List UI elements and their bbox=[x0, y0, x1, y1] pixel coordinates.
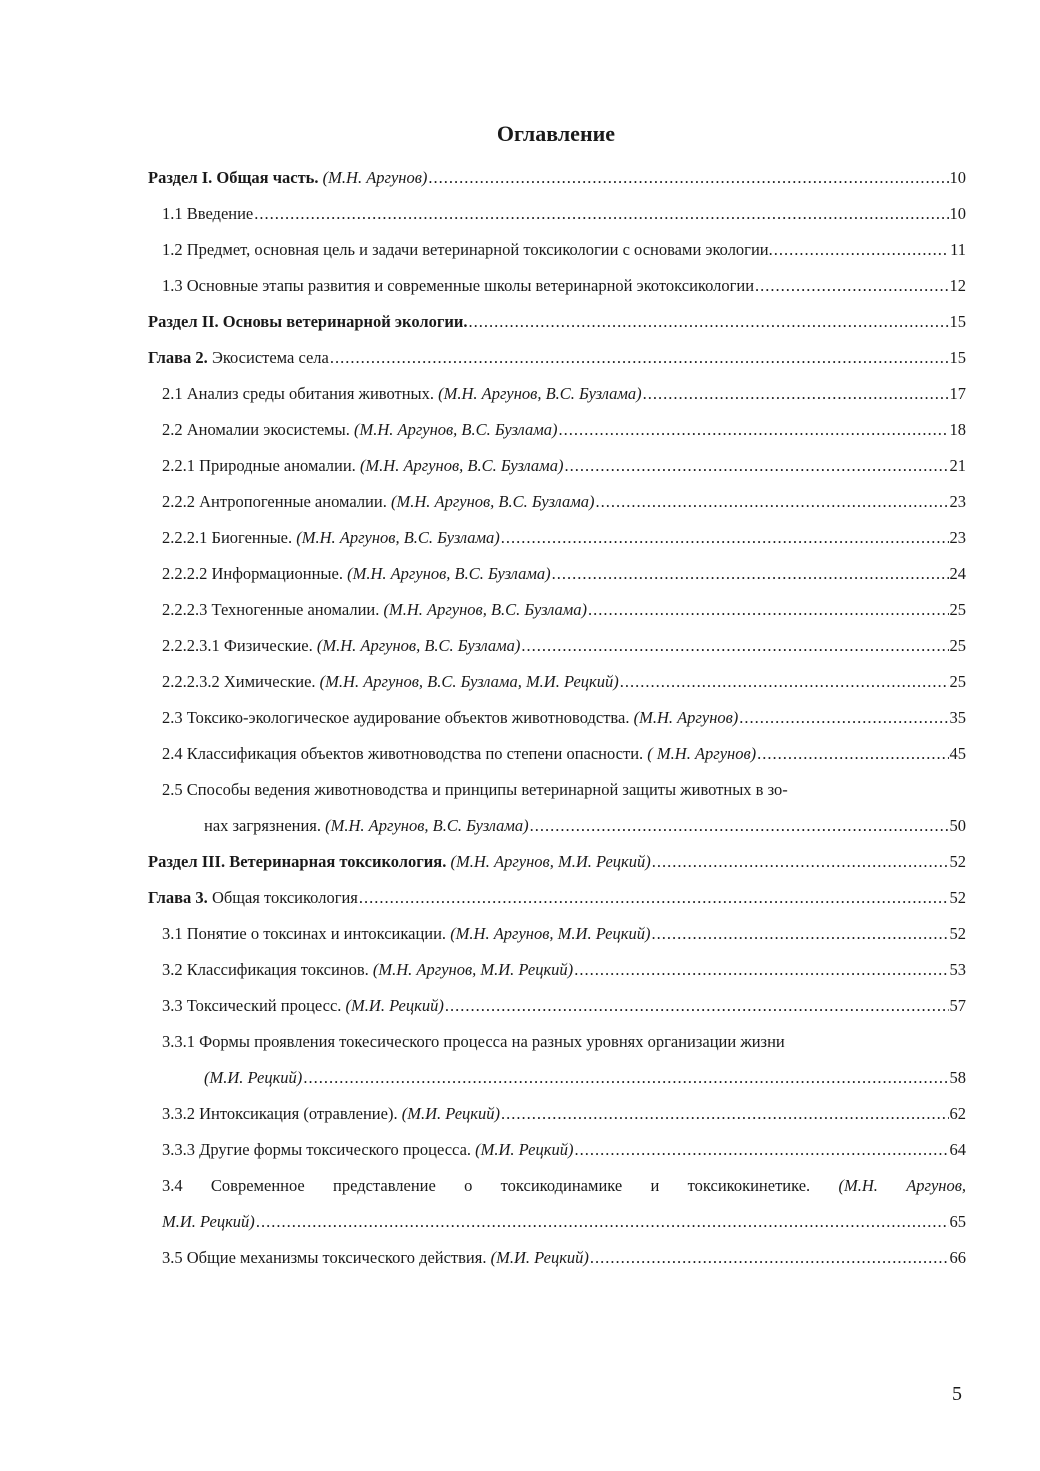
toc-page-number: 11 bbox=[950, 240, 966, 259]
toc-page-number: 45 bbox=[949, 744, 966, 763]
toc-entry bbox=[148, 232, 966, 268]
toc-entry bbox=[148, 520, 966, 556]
toc-entry bbox=[148, 1132, 966, 1168]
toc-entry-text bbox=[204, 1060, 302, 1096]
toc-entry bbox=[148, 952, 966, 988]
toc-page-number: 24 bbox=[949, 564, 966, 583]
toc-leader-dots bbox=[303, 1060, 948, 1096]
toc-entry-authors: (М.Н. Аргунов, В.С. Бузлама) bbox=[359, 456, 564, 475]
toc-page-number: 64 bbox=[949, 1140, 966, 1159]
toc-entry bbox=[148, 1096, 966, 1132]
toc-leader-dots bbox=[254, 196, 948, 232]
toc-entry-text bbox=[162, 988, 444, 1024]
toc-entry-authors: М.И. Рецкий) bbox=[162, 1212, 255, 1231]
toc-entry-title: 3.2 Классификация токсинов. bbox=[162, 960, 369, 979]
toc-entry-authors: (М.И. Рецкий) bbox=[475, 1140, 574, 1159]
toc-entry-authors: (М.И. Рецкий) bbox=[204, 1068, 303, 1087]
toc-page-number: 66 bbox=[949, 1248, 966, 1267]
table-of-contents bbox=[148, 160, 966, 1276]
toc-leader-dots bbox=[590, 1240, 949, 1276]
toc-entry bbox=[148, 448, 966, 484]
toc-entry bbox=[148, 268, 966, 304]
toc-entry-text bbox=[162, 268, 754, 304]
toc-leader-dots bbox=[739, 700, 948, 736]
toc-entry-authors: (М.И. Рецкий) bbox=[345, 996, 444, 1015]
toc-entry-title: 1.1 Введение bbox=[162, 204, 254, 223]
toc-leader-dots bbox=[428, 160, 948, 196]
page-number: 5 bbox=[952, 1383, 962, 1405]
toc-leader-dots bbox=[643, 376, 949, 412]
toc-entry bbox=[148, 412, 966, 448]
toc-entry bbox=[148, 916, 966, 952]
toc-page-number: 15 bbox=[949, 348, 966, 367]
toc-entry-text bbox=[162, 1096, 500, 1132]
toc-entry-title: 3.3.2 Интоксикация (отравление). bbox=[162, 1104, 398, 1123]
toc-entry-title: 3.3.3 Другие формы токсического процесса. bbox=[162, 1140, 472, 1159]
toc-page-number: 53 bbox=[949, 960, 966, 979]
toc-entry-authors: (М.Н. Аргунов, В.С. Бузлама) bbox=[353, 420, 558, 439]
toc-page-number: 52 bbox=[949, 852, 966, 871]
toc-entry bbox=[148, 1060, 966, 1096]
toc-entry-title: 2.2.2 Антропогенные аномалии. bbox=[162, 492, 387, 511]
toc-page-number: 10 bbox=[949, 204, 966, 223]
toc-entry-title: 2.1 Анализ среды обитания животных. bbox=[162, 384, 434, 403]
toc-entry bbox=[148, 988, 966, 1024]
toc-entry-text bbox=[204, 808, 529, 844]
toc-page-number: 18 bbox=[949, 420, 966, 439]
toc-entry bbox=[148, 196, 966, 232]
toc-entry-authors: (М.Н. Аргунов, М.И. Рецкий) bbox=[450, 852, 651, 871]
toc-entry-text bbox=[148, 304, 468, 340]
toc-entry-authors: (М.Н. Аргунов, bbox=[838, 1176, 967, 1195]
toc-entry bbox=[148, 592, 966, 628]
toc-entry-text bbox=[162, 628, 520, 664]
toc-entry-authors: (М.Н. Аргунов) bbox=[633, 708, 739, 727]
toc-entry-authors: (М.Н. Аргунов, В.С. Бузлама) bbox=[296, 528, 500, 547]
toc-leader-dots bbox=[359, 880, 949, 916]
toc-entry-authors: (М.И. Рецкий) bbox=[401, 1104, 501, 1123]
toc-entry-text bbox=[148, 844, 651, 880]
toc-entry-authors: (М.Н. Аргунов) bbox=[322, 168, 428, 187]
toc-entry-title: 1.2 Предмет, основная цель и задачи ветеринарной токсикологии с основами экологии. bbox=[162, 240, 773, 259]
toc-entry-text bbox=[162, 772, 788, 808]
toc-entry-text bbox=[162, 916, 650, 952]
toc-entry-text bbox=[162, 592, 587, 628]
toc-leader-dots bbox=[588, 592, 948, 628]
toc-entry-title: 1.3 Основные этапы развития и современные школы ветеринарной экотоксикологии bbox=[162, 276, 755, 295]
toc-entry-text bbox=[148, 340, 329, 376]
toc-entry-text bbox=[162, 1240, 589, 1276]
toc-entry-title: 2.4 Классификация объектов животноводства по степени опасности. bbox=[162, 744, 644, 763]
toc-entry-authors: (М.Н. Аргунов, В.С. Бузлама) bbox=[347, 564, 551, 583]
toc-entry-authors: (М.Н. Аргунов, М.И. Рецкий) bbox=[450, 924, 651, 943]
toc-entry-title: 2.2.1 Природные аномалии. bbox=[162, 456, 356, 475]
toc-leader-dots bbox=[757, 736, 948, 772]
toc-entry bbox=[148, 700, 966, 736]
toc-leader-dots bbox=[574, 1132, 948, 1168]
toc-entry-text bbox=[148, 160, 427, 196]
toc-entry-authors: (М.И. Рецкий) bbox=[490, 1248, 589, 1267]
toc-page-number: 62 bbox=[949, 1104, 966, 1123]
toc-entry-title: 2.2.2.3.2 Химические. bbox=[162, 672, 316, 691]
toc-leader-dots bbox=[256, 1204, 949, 1240]
toc-entry bbox=[148, 340, 966, 376]
toc-leader-dots bbox=[469, 304, 949, 340]
toc-page-number: 58 bbox=[949, 1068, 966, 1087]
toc-entry-text bbox=[162, 448, 563, 484]
toc-entry bbox=[148, 1240, 966, 1276]
toc-leader-dots bbox=[595, 484, 948, 520]
toc-entry bbox=[148, 556, 966, 592]
toc-page-number: 12 bbox=[949, 276, 966, 295]
toc-entry bbox=[148, 1168, 966, 1204]
toc-entry-title: Раздел II. Основы ветеринарной экологии. bbox=[148, 312, 468, 331]
toc-entry-title: 2.2.2.1 Биогенные. bbox=[162, 528, 293, 547]
toc-entry bbox=[148, 304, 966, 340]
toc-entry-authors: (М.Н. Аргунов, В.С. Бузлама) bbox=[316, 636, 521, 655]
toc-entry-text bbox=[162, 376, 642, 412]
toc-entry bbox=[148, 484, 966, 520]
toc-entry-authors: ( М.Н. Аргунов) bbox=[647, 744, 757, 763]
toc-entry-title: 2.2.2.2 Информационные. bbox=[162, 564, 343, 583]
toc-leader-dots bbox=[652, 844, 949, 880]
toc-entry bbox=[148, 880, 966, 916]
toc-entry bbox=[148, 808, 966, 844]
toc-page-number: 15 bbox=[949, 312, 966, 331]
toc-page-number: 23 bbox=[949, 528, 966, 547]
toc-entry-text bbox=[162, 232, 773, 268]
toc-page-number: 52 bbox=[949, 888, 966, 907]
toc-page-number: 23 bbox=[949, 492, 966, 511]
toc-entry bbox=[148, 628, 966, 664]
toc-entry-title: 3.5 Общие механизмы токсического действия. bbox=[162, 1248, 487, 1267]
toc-chapter-label: Глава 2. bbox=[148, 348, 208, 367]
toc-entry-authors: (М.Н. Аргунов, В.С. Бузлама) bbox=[383, 600, 588, 619]
toc-leader-dots bbox=[501, 520, 949, 556]
toc-page-number: 10 bbox=[949, 168, 966, 187]
toc-entry bbox=[148, 736, 966, 772]
toc-entry-title: 2.5 Способы ведения животноводства и принципы ветеринарной защиты животных в зо- bbox=[162, 780, 788, 799]
toc-entry-title: нах загрязнения. bbox=[204, 816, 322, 835]
toc-entry-text bbox=[162, 952, 573, 988]
toc-entry-title: Экосистема села bbox=[211, 348, 329, 367]
toc-entry-title: 2.2.2.3 Техногенные аномалии. bbox=[162, 600, 380, 619]
toc-entry-text bbox=[162, 520, 500, 556]
toc-entry-authors: (М.Н. Аргунов, В.С. Бузлама) bbox=[390, 492, 595, 511]
toc-title: Оглавление bbox=[496, 121, 616, 146]
toc-page-number: 35 bbox=[949, 708, 966, 727]
toc-entry-text bbox=[162, 556, 551, 592]
toc-leader-dots bbox=[530, 808, 949, 844]
toc-entry-title: 2.3 Токсико-экологическое аудирование объектов животноводства. bbox=[162, 708, 630, 727]
toc-leader-dots bbox=[501, 1096, 948, 1132]
toc-page-number: 50 bbox=[949, 816, 966, 835]
toc-entry-title: 3.1 Понятие о токсинах и интоксикации. bbox=[162, 924, 447, 943]
toc-entry bbox=[148, 1024, 966, 1060]
toc-entry-title: 2.2 Аномалии экосистемы. bbox=[162, 420, 350, 439]
toc-entry-title: Общая токсикология bbox=[211, 888, 358, 907]
toc-leader-dots bbox=[552, 556, 949, 592]
toc-entry bbox=[148, 844, 966, 880]
toc-entry-text bbox=[162, 736, 756, 772]
toc-page-number: 25 bbox=[949, 672, 966, 691]
toc-leader-dots bbox=[774, 232, 949, 268]
toc-entry-authors: (М.Н. Аргунов, В.С. Бузлама) bbox=[325, 816, 529, 835]
toc-entry-text bbox=[162, 484, 594, 520]
toc-page-number: 65 bbox=[949, 1212, 966, 1231]
toc-entry-text bbox=[162, 700, 738, 736]
toc-entry-text bbox=[162, 664, 619, 700]
toc-entry bbox=[148, 1204, 966, 1240]
toc-leader-dots bbox=[574, 952, 948, 988]
toc-entry bbox=[148, 376, 966, 412]
toc-page-number: 25 bbox=[949, 600, 966, 619]
toc-leader-dots bbox=[651, 916, 948, 952]
toc-entry-authors: (М.Н. Аргунов, В.С. Бузлама) bbox=[438, 384, 642, 403]
toc-leader-dots bbox=[558, 412, 948, 448]
toc-entry-text bbox=[162, 1132, 573, 1168]
toc-entry-text bbox=[162, 1176, 966, 1195]
toc-entry bbox=[148, 664, 966, 700]
toc-page-number: 57 bbox=[949, 996, 966, 1015]
toc-entry-authors: (М.Н. Аргунов, В.С. Бузлама, М.И. Рецкий) bbox=[319, 672, 619, 691]
toc-page-number: 52 bbox=[949, 924, 966, 943]
toc-leader-dots bbox=[445, 988, 949, 1024]
toc-entry-authors: (М.Н. Аргунов, М.И. Рецкий) bbox=[372, 960, 574, 979]
toc-chapter-label: Глава 3. bbox=[148, 888, 208, 907]
toc-entry-title: 3.3.1 Формы проявления токесического процесса на разных уровнях организации жизни bbox=[162, 1032, 785, 1051]
toc-entry-text bbox=[162, 412, 557, 448]
toc-entry-text bbox=[162, 1024, 785, 1060]
toc-page-number: 25 bbox=[949, 636, 966, 655]
toc-page-number: 17 bbox=[949, 384, 966, 403]
toc-leader-dots bbox=[755, 268, 948, 304]
toc-entry-text bbox=[162, 196, 253, 232]
toc-entry-title: Раздел III. Ветеринарная токсикология. bbox=[148, 852, 447, 871]
toc-leader-dots bbox=[564, 448, 948, 484]
toc-entry-text bbox=[162, 1204, 255, 1240]
toc-entry-title: Раздел I. Общая часть. bbox=[148, 168, 319, 187]
toc-entry bbox=[148, 772, 966, 808]
toc-leader-dots bbox=[330, 340, 949, 376]
toc-leader-dots bbox=[620, 664, 949, 700]
toc-entry bbox=[148, 160, 966, 196]
toc-entry-title: 3.3 Токсический процесс. bbox=[162, 996, 342, 1015]
toc-entry-text bbox=[148, 880, 358, 916]
toc-entry-title: 3.4 Современное представление о токсикодинамике и токсикокинетике. bbox=[162, 1176, 811, 1195]
toc-leader-dots bbox=[521, 628, 948, 664]
toc-page-number: 21 bbox=[949, 456, 966, 475]
toc-entry-title: 2.2.2.3.1 Физические. bbox=[162, 636, 313, 655]
